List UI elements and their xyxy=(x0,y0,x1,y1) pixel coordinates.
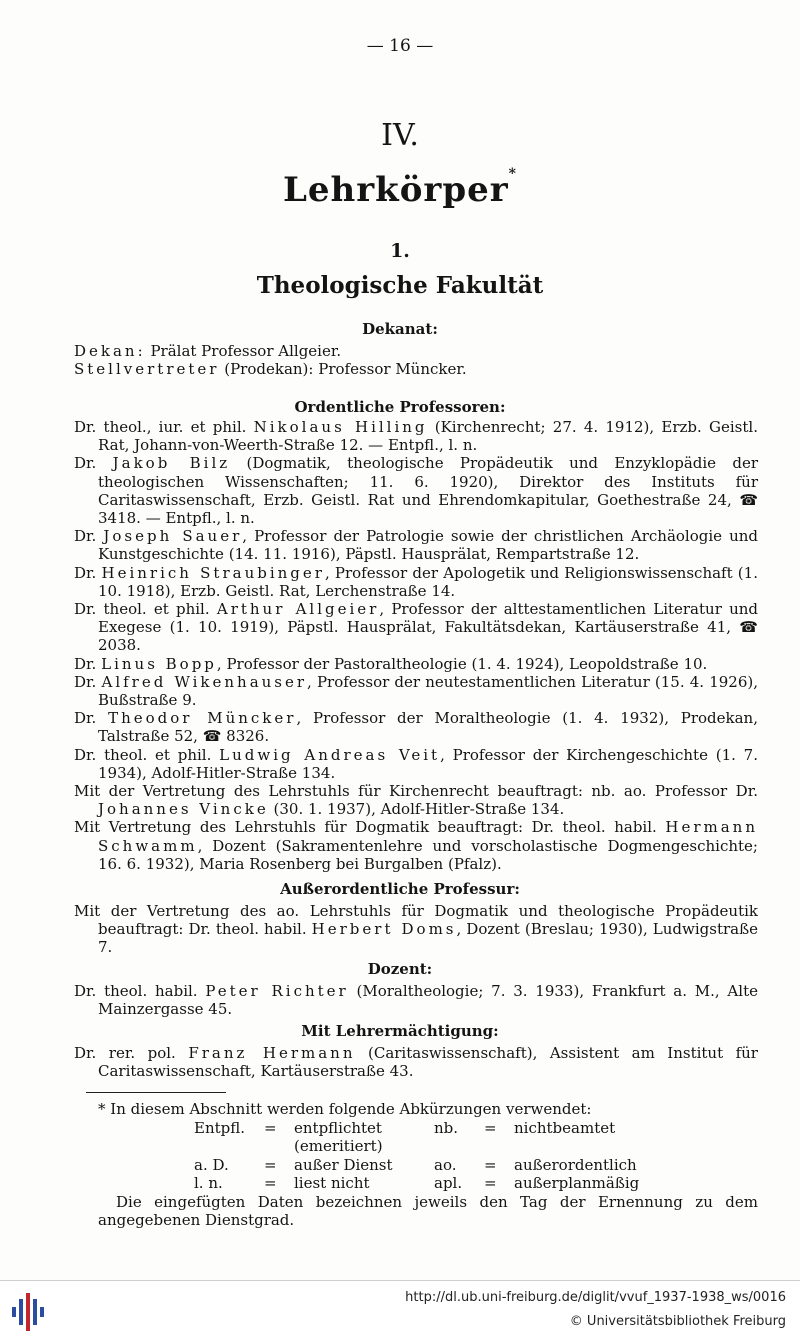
list-item xyxy=(74,600,758,655)
entry-prefix: Dr. rer. pol. xyxy=(74,1044,176,1062)
chapter-roman-numeral: IV. xyxy=(381,118,419,153)
ordentliche-list xyxy=(74,418,758,873)
entry-prefix: Dr. theol. et phil. xyxy=(74,745,212,764)
entry-text: , Professor der Patrologie sowie der christlichen Archäologie und Kunstgeschichte (14. 11. 1916), Päpstl. Hausprälat, Rempartstraße 12. xyxy=(98,527,758,564)
footnote-intro: * In diesem Abschnitt werden folgende Abkürzungen verwendet: xyxy=(98,1100,592,1118)
footnote-closing: Die eingefügten Daten bezeichnen jeweils den Tag der Ernennung zu dem angegebenen Dienstgrad. xyxy=(98,1192,758,1229)
abbreviation-cell: außerordentlich xyxy=(514,1155,637,1174)
entry-prefix: Dr. theol. et phil. xyxy=(74,600,210,619)
list-item xyxy=(74,655,758,673)
entry-prefix: Dr. xyxy=(74,654,97,673)
abbreviation-cell: apl. xyxy=(434,1174,463,1192)
section-number: 1. xyxy=(390,240,410,262)
abbreviation-cell: liest nicht xyxy=(294,1174,370,1192)
entry-prefix: Mit der Vertretung des Lehrstuhls für Kirchenrecht beauftragt: nb. ao. Professor Dr. xyxy=(74,782,758,801)
entry-name: Joseph Sauer xyxy=(103,527,243,546)
entry-prefix: Dr. xyxy=(74,454,97,473)
entry-name: Jakob Bilz xyxy=(112,454,231,473)
list-item xyxy=(74,527,758,563)
ordentliche-heading: Ordentliche Professoren: xyxy=(294,398,506,416)
dekan-text: Prälat Professor Allgeier. xyxy=(150,342,342,360)
entry-name: Arthur Allgeier xyxy=(216,600,380,619)
dekan-line xyxy=(74,342,758,360)
entry-text: , Professor der alttestamentlichen Literatur und Exegese (1. 10. 1919), Päpstl. Hausprälat, Fakultätsdekan, Kartäuserstraße 41, ☎ 2038. xyxy=(98,600,758,655)
entry-text: (Kirchenrecht; 27. 4. 1912), Erzb. Geistl. Rat, Johann-von-Weerth-Straße 12. — Entpfl., l. n. xyxy=(98,418,758,455)
list-item xyxy=(74,564,758,600)
entry-prefix: Dr. theol. habil. xyxy=(74,982,198,1000)
entry-text: (Dogmatik, theologische Propädeutik und Enzyklopädie der theologischen Wissenschaften; 11. 6. 1920), Direktor des Instituts für Caritaswissenschaft, Erzb. Geistl. Rat und Ehrendomkapitular, Goethestraße 24, ☎ 3418. — Entpfl., l. n. xyxy=(98,454,758,528)
abbreviation-cell: = xyxy=(484,1174,497,1192)
list-item xyxy=(74,673,758,709)
list-item xyxy=(74,1044,758,1080)
dekanat-heading: Dekanat: xyxy=(362,320,438,338)
entry-text: (Moraltheologie; 7. 3. 1933), Frankfurt a. M., Alte Mainzergasse 45. xyxy=(98,982,758,1019)
entry-text: , Professor der Pastoraltheologie (1. 4. 1924), Leopoldstraße 10. xyxy=(216,654,708,673)
abbreviation-cell: = xyxy=(264,1155,277,1174)
faculty-heading: Theologische Fakultät xyxy=(256,272,544,299)
footer-copyright: © Universitätsbibliothek Freiburg xyxy=(569,1314,786,1329)
footer-url-link[interactable]: http://dl.ub.uni-freiburg.de/diglit/vvuf_1937-1938_ws/0016 xyxy=(405,1290,786,1305)
dekan-label: Dekan: xyxy=(74,342,146,360)
abbreviation-cell: außerplanmäßig xyxy=(514,1174,640,1192)
stellvertreter-text: (Prodekan): Professor Müncker. xyxy=(224,360,467,379)
entry-name: Linus Bopp xyxy=(101,654,217,673)
entry-text: , Dozent (Breslau; 1930), Ludwigstraße 7. xyxy=(98,920,759,957)
abbreviation-cell: nb. xyxy=(434,1118,459,1137)
entry-prefix: Dr. theol., iur. et phil. xyxy=(74,418,247,436)
footer-bar xyxy=(0,1280,800,1339)
abbreviation-cell: Entpfl. xyxy=(194,1118,246,1137)
list-item xyxy=(74,418,758,454)
entry-name: Herbert Doms xyxy=(311,920,457,939)
dozent-heading: Dozent: xyxy=(367,960,433,978)
entry-prefix: Dr. xyxy=(74,672,97,691)
list-item xyxy=(74,818,758,873)
abbreviation-cell: außer Dienst xyxy=(294,1155,393,1174)
entry-name: Hermann Schwamm xyxy=(98,818,758,855)
stellvertreter-label: Stellvertreter xyxy=(74,360,220,379)
page-title xyxy=(0,166,800,210)
list-item xyxy=(74,709,758,745)
entry-name: Franz Hermann xyxy=(188,1044,356,1062)
footnote-mark: * xyxy=(508,166,517,182)
list-item xyxy=(74,982,758,1018)
page-number: — 16 — xyxy=(366,36,434,56)
entry-prefix: Mit der Vertretung des ao. Lehrstuhls für Dogmatik und theologische Propädeutik beauftragt: Dr. theol. habil. xyxy=(74,902,758,939)
list-item xyxy=(74,454,758,527)
title-text: Lehrkörper xyxy=(283,170,509,210)
ausserordentliche-block xyxy=(74,902,758,957)
entry-name: Peter Richter xyxy=(205,982,349,1000)
entry-prefix: Mit Vertretung des Lehrstuhls für Dogmatik beauftragt: Dr. theol. habil. xyxy=(74,818,657,837)
entry-name: Johannes Vincke xyxy=(98,800,269,819)
entry-name: Ludwig Andreas Veit xyxy=(219,745,441,764)
ub-freiburg-logo-icon xyxy=(10,1291,50,1331)
entry-prefix: Dr. xyxy=(74,527,97,546)
abbreviation-cell: entpflichtet (emeritiert) xyxy=(294,1118,383,1155)
lehrermaechtigung-block xyxy=(74,1044,758,1080)
entry-name: Alfred Wikenhauser xyxy=(101,672,308,691)
abbreviation-cell: = xyxy=(484,1155,497,1174)
footnote xyxy=(98,1100,758,1230)
entry-text: , Professor der Kirchengeschichte (1. 7. 1934), Adolf-Hitler-Straße 134. xyxy=(98,745,758,782)
dekanat-block xyxy=(74,342,758,378)
abbreviation-cell: = xyxy=(484,1118,497,1137)
entry-text: , Professor der neutestamentlichen Literatur (15. 4. 1926), Bußstraße 9. xyxy=(98,672,758,710)
entry-name: Heinrich Straubinger xyxy=(101,563,325,582)
entry-text: (Caritaswissenschaft), Assistent am Institut für Caritaswissenschaft, Kartäuserstraße 43. xyxy=(98,1044,758,1081)
abbreviation-cell: = xyxy=(264,1174,277,1192)
list-item xyxy=(74,782,758,818)
entry-prefix: Dr. xyxy=(74,563,97,582)
list-item xyxy=(74,902,758,957)
entry-name: Theodor Müncker xyxy=(108,709,297,728)
abbreviation-cell: nichtbeamtet xyxy=(514,1118,616,1137)
lehrermaechtigung-heading: Mit Lehrermächtigung: xyxy=(301,1022,499,1040)
entry-text: , Professor der Apologetik und Religionswissenschaft (1. 10. 1918), Erzb. Geistl. Rat, Lerchenstraße 14. xyxy=(98,563,758,600)
abbreviation-cell: a. D. xyxy=(194,1155,229,1174)
entry-text: , Professor der Moraltheologie (1. 4. 1932), Prodekan, Talstraße 52, ☎ 8326. xyxy=(98,709,758,746)
entry-text: , Dozent (Sakramentenlehre und vorscholastische Dogmengeschichte; 16. 6. 1932), Maria Rosenberg bei Burgalben (Pfalz). xyxy=(98,836,758,873)
abbreviation-cell: = xyxy=(264,1118,277,1137)
entry-name: Nikolaus Hilling xyxy=(253,418,428,436)
abbreviation-table xyxy=(194,1119,758,1193)
abbreviation-cell: l. n. xyxy=(194,1174,223,1192)
footnote-divider xyxy=(86,1092,226,1093)
entry-prefix: Dr. xyxy=(74,709,97,728)
stellvertreter-line xyxy=(74,360,758,378)
dozent-block xyxy=(74,982,758,1018)
list-item xyxy=(74,746,758,782)
abbreviation-cell: ao. xyxy=(434,1155,457,1174)
ausserordentliche-heading: Außerordentliche Professur: xyxy=(280,880,520,898)
entry-text: (30. 1. 1937), Adolf-Hitler-Straße 134. xyxy=(273,800,565,819)
